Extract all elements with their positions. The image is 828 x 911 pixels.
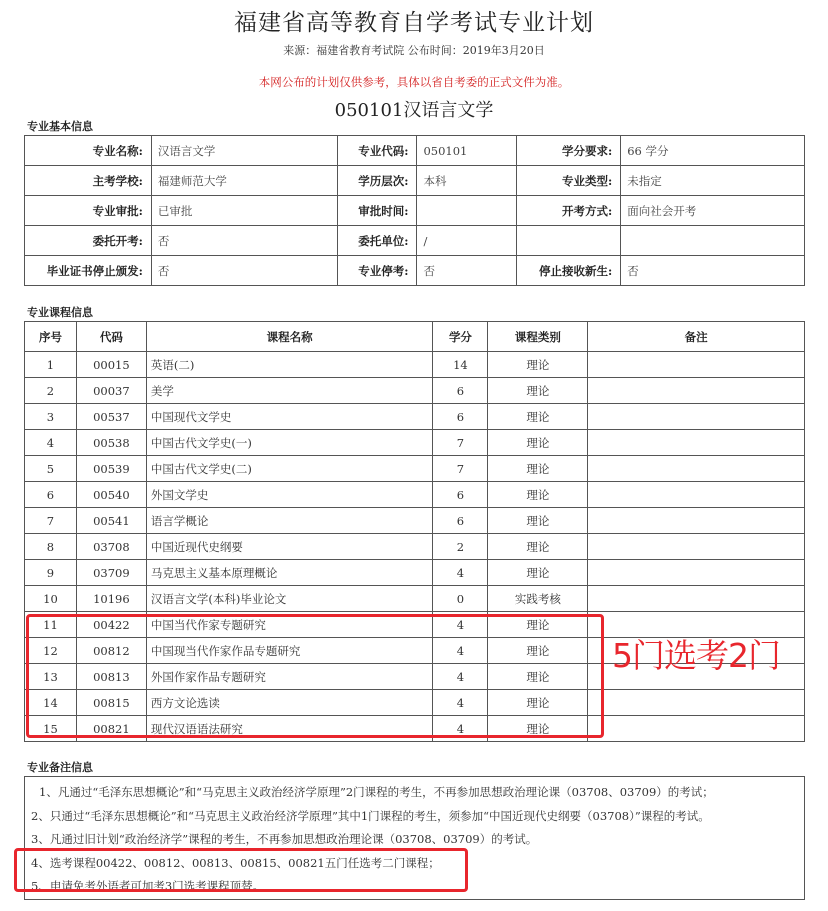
course-name: 汉语言文学(本科)毕业论文 bbox=[146, 586, 433, 612]
field-label: 专业代码: bbox=[337, 136, 417, 166]
course-code: 00537 bbox=[76, 404, 146, 430]
table-row bbox=[25, 352, 805, 378]
table-row bbox=[25, 534, 805, 560]
column-header: 学分 bbox=[433, 322, 488, 352]
course-credits: 2 bbox=[433, 534, 488, 560]
course-name: 西方文论选读 bbox=[146, 690, 433, 716]
course-code: 00538 bbox=[76, 430, 146, 456]
field-label: 委托单位: bbox=[337, 226, 417, 256]
elective-annotation: 5门选考2门 bbox=[612, 636, 780, 675]
course-category: 理论 bbox=[488, 378, 588, 404]
school-value: 福建师范大学 bbox=[151, 166, 337, 196]
field-label: 停止接收新生: bbox=[517, 256, 621, 286]
table-row bbox=[25, 482, 805, 508]
course-credits: 0 bbox=[433, 586, 488, 612]
table-row bbox=[25, 378, 805, 404]
table-row bbox=[25, 430, 805, 456]
course-credits: 6 bbox=[433, 378, 488, 404]
column-header: 代码 bbox=[76, 322, 146, 352]
basic-info-table bbox=[24, 135, 805, 286]
course-category: 理论 bbox=[488, 508, 588, 534]
field-label: 开考方式: bbox=[517, 196, 621, 226]
course-name: 马克思主义基本原理概论 bbox=[146, 560, 433, 586]
credits-value: 66 学分 bbox=[621, 136, 805, 166]
course-remark bbox=[588, 482, 805, 508]
table-row bbox=[25, 166, 805, 196]
section-label-basic-info: 专业基本信息 bbox=[27, 120, 93, 133]
course-code: 03708 bbox=[76, 534, 146, 560]
course-remark bbox=[588, 378, 805, 404]
row-number: 1 bbox=[25, 352, 77, 378]
course-remark bbox=[588, 430, 805, 456]
field-label: 委托开考: bbox=[25, 226, 152, 256]
row-number: 11 bbox=[25, 612, 77, 638]
table-header-row bbox=[25, 322, 805, 352]
section-label-notes: 专业备注信息 bbox=[27, 761, 93, 774]
course-remark bbox=[588, 404, 805, 430]
section-label-courses: 专业课程信息 bbox=[27, 306, 93, 319]
course-name: 美学 bbox=[146, 378, 433, 404]
row-number: 3 bbox=[25, 404, 77, 430]
note-line: 3、凡通过旧计划“政治经济学”课程的考生，不再参加思想政治理论课（03708、03709）的考试。 bbox=[31, 832, 538, 846]
course-category: 理论 bbox=[488, 534, 588, 560]
major-stop-value: 否 bbox=[417, 256, 517, 286]
course-code: 03709 bbox=[76, 560, 146, 586]
course-name: 英语(二) bbox=[146, 352, 433, 378]
course-code: 00540 bbox=[76, 482, 146, 508]
course-remark bbox=[588, 456, 805, 482]
row-number: 9 bbox=[25, 560, 77, 586]
course-category: 理论 bbox=[488, 560, 588, 586]
table-row bbox=[25, 586, 805, 612]
row-number: 5 bbox=[25, 456, 77, 482]
course-credits: 7 bbox=[433, 456, 488, 482]
row-number: 7 bbox=[25, 508, 77, 534]
course-remark bbox=[588, 352, 805, 378]
approval-value: 已审批 bbox=[151, 196, 337, 226]
field-label: 毕业证书停止颁发: bbox=[25, 256, 152, 286]
note-line: 4、选考课程00422、00812、00813、00815、00821五门任选考二门课程； bbox=[31, 855, 440, 870]
row-number: 14 bbox=[25, 690, 77, 716]
table-row bbox=[25, 560, 805, 586]
course-category: 理论 bbox=[488, 352, 588, 378]
notes-highlight-box bbox=[14, 848, 468, 892]
major-code-value: 050101 bbox=[417, 136, 517, 166]
course-category: 理论 bbox=[488, 664, 588, 690]
row-number: 13 bbox=[25, 664, 77, 690]
field-label: 专业停考: bbox=[337, 256, 417, 286]
course-code: 00813 bbox=[76, 664, 146, 690]
course-category: 理论 bbox=[488, 430, 588, 456]
course-name: 中国古代文学史(一) bbox=[146, 430, 433, 456]
course-remark bbox=[588, 508, 805, 534]
course-code: 00015 bbox=[76, 352, 146, 378]
table-row bbox=[25, 256, 805, 286]
course-code: 00541 bbox=[76, 508, 146, 534]
course-name: 中国当代作家专题研究 bbox=[146, 612, 433, 638]
field-label: 主考学校: bbox=[25, 166, 152, 196]
course-code: 10196 bbox=[76, 586, 146, 612]
row-number: 8 bbox=[25, 534, 77, 560]
course-credits: 6 bbox=[433, 404, 488, 430]
major-name-value: 汉语言文学 bbox=[151, 136, 337, 166]
type-value: 未指定 bbox=[621, 166, 805, 196]
course-category: 理论 bbox=[488, 716, 588, 742]
field-label: 学分要求: bbox=[517, 136, 621, 166]
column-header: 序号 bbox=[25, 322, 77, 352]
row-number: 12 bbox=[25, 638, 77, 664]
course-remark bbox=[588, 586, 805, 612]
course-category: 理论 bbox=[488, 690, 588, 716]
field-label: 专业审批: bbox=[25, 196, 152, 226]
cert-stop-value: 否 bbox=[151, 256, 337, 286]
page-title: 福建省高等教育自学考试专业计划 bbox=[234, 10, 594, 36]
mode-value: 面向社会开考 bbox=[621, 196, 805, 226]
column-header: 备注 bbox=[588, 322, 805, 352]
course-remark bbox=[588, 534, 805, 560]
course-credits: 4 bbox=[433, 664, 488, 690]
course-category: 理论 bbox=[488, 612, 588, 638]
course-category: 理论 bbox=[488, 404, 588, 430]
new-stop-value: 否 bbox=[621, 256, 805, 286]
course-credits: 4 bbox=[433, 716, 488, 742]
row-number: 2 bbox=[25, 378, 77, 404]
course-category: 理论 bbox=[488, 638, 588, 664]
course-code: 00821 bbox=[76, 716, 146, 742]
column-header: 课程名称 bbox=[146, 322, 433, 352]
course-name: 外国作家作品专题研究 bbox=[146, 664, 433, 690]
course-name: 中国古代文学史(二) bbox=[146, 456, 433, 482]
course-category: 实践考核 bbox=[488, 586, 588, 612]
field-label: 审批时间: bbox=[337, 196, 417, 226]
course-name: 语言学概论 bbox=[146, 508, 433, 534]
table-row bbox=[25, 226, 805, 256]
field-label: 专业名称: bbox=[25, 136, 152, 166]
major-title: 050101汉语言文学 bbox=[334, 100, 494, 121]
course-credits: 4 bbox=[433, 638, 488, 664]
course-name: 中国现当代作家作品专题研究 bbox=[146, 638, 433, 664]
field-label: 学历层次: bbox=[337, 166, 417, 196]
course-credits: 6 bbox=[433, 482, 488, 508]
disclaimer-notice: 本网公布的计划仅供参考，具体以省自考委的正式文件为准。 bbox=[258, 75, 570, 89]
course-name: 外国文学史 bbox=[146, 482, 433, 508]
table-row bbox=[25, 136, 805, 166]
row-number: 10 bbox=[25, 586, 77, 612]
note-line: 1、凡通过“毛泽东思想概论”和“马克思主义政治经济学原理”2门课程的考生，不再参加思想政治理论课（03708、03709）的考试； bbox=[39, 785, 714, 799]
table-row bbox=[25, 196, 805, 226]
empty-cell bbox=[517, 226, 621, 256]
course-remark bbox=[588, 716, 805, 742]
course-code: 00812 bbox=[76, 638, 146, 664]
note-line: 2、只通过“毛泽东思想概论”和“马克思主义政治经济学原理”其中1门课程的考生，须参加“中国近现代史纲要（03708）”课程的考试。 bbox=[31, 808, 710, 823]
course-code: 00539 bbox=[76, 456, 146, 482]
course-remark bbox=[588, 690, 805, 716]
course-name: 现代汉语语法研究 bbox=[146, 716, 433, 742]
row-number: 15 bbox=[25, 716, 77, 742]
course-code: 00037 bbox=[76, 378, 146, 404]
level-value: 本科 bbox=[417, 166, 517, 196]
course-credits: 4 bbox=[433, 690, 488, 716]
course-remark bbox=[588, 560, 805, 586]
course-code: 00422 bbox=[76, 612, 146, 638]
elective-highlight-box bbox=[26, 614, 604, 738]
row-number: 4 bbox=[25, 430, 77, 456]
table-row bbox=[25, 456, 805, 482]
entrust-value: 否 bbox=[151, 226, 337, 256]
empty-cell bbox=[621, 226, 805, 256]
source-line: 来源：福建省教育考试院 公布时间：2019年3月20日 bbox=[283, 44, 545, 57]
column-header: 课程类别 bbox=[488, 322, 588, 352]
course-code: 00815 bbox=[76, 690, 146, 716]
course-category: 理论 bbox=[488, 456, 588, 482]
table-row bbox=[25, 404, 805, 430]
note-line: 5、申请免考外语者可加考3门选考课程顶替。 bbox=[31, 879, 265, 893]
course-category: 理论 bbox=[488, 482, 588, 508]
course-credits: 7 bbox=[433, 430, 488, 456]
row-number: 6 bbox=[25, 482, 77, 508]
course-credits: 14 bbox=[433, 352, 488, 378]
course-credits: 4 bbox=[433, 560, 488, 586]
table-row bbox=[25, 508, 805, 534]
course-credits: 6 bbox=[433, 508, 488, 534]
field-label: 专业类型: bbox=[517, 166, 621, 196]
approval-time-value bbox=[417, 196, 517, 226]
course-name: 中国现代文学史 bbox=[146, 404, 433, 430]
entrust-unit-value: / bbox=[417, 226, 517, 256]
course-credits: 4 bbox=[433, 612, 488, 638]
course-name: 中国近现代史纲要 bbox=[146, 534, 433, 560]
